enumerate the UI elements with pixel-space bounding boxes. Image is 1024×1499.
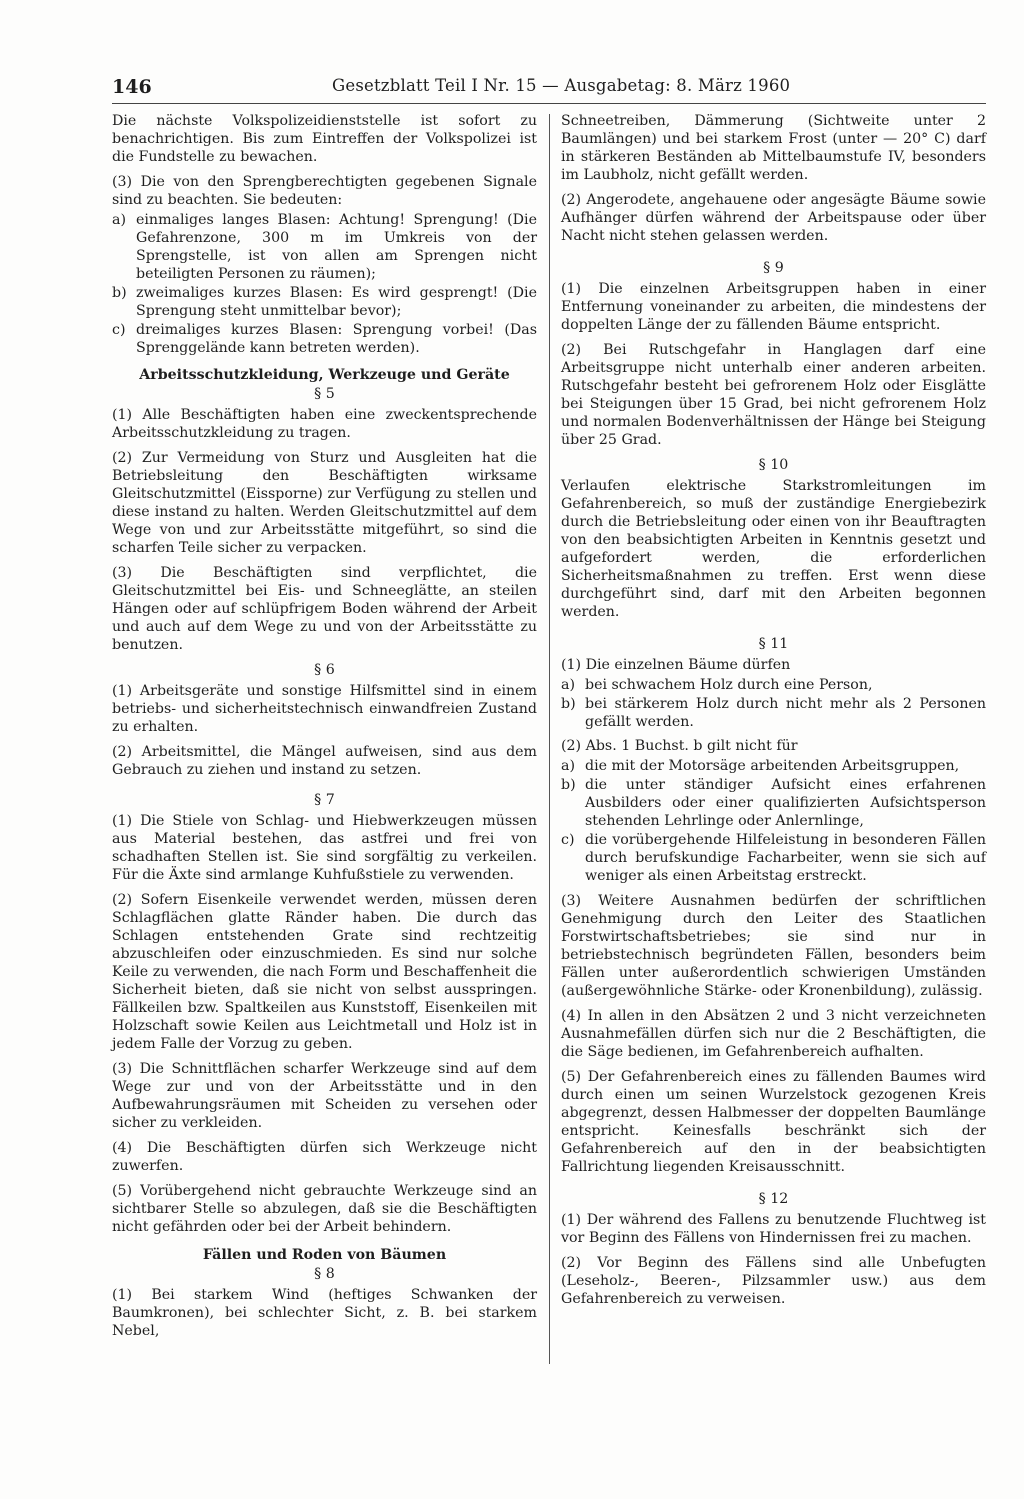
paragraph: (2) Zur Vermeidung von Sturz und Ausgleiten hat die Betriebsleitung den Beschäftigten wirksame Gleitschutzmittel (Eissporne) zur Verfügung zu stellen und diese instand zu halten. Werden Gleitschutzmittel auf dem Wege von und zur Arbeitsstätte mitgeführt, so sind die scharfen Teile sicher zu verpacken. [112,450,537,556]
paragraph: (1) Die einzelnen Bäume dürfen [561,657,791,673]
list-label: b) [561,777,576,793]
list-label: a) [112,212,126,228]
column-divider [549,114,550,1364]
paragraph: (1) Der während des Fallens zu benutzende Fluchtweg ist vor Beginn des Fällens von Hindernissen frei zu machen. [561,1212,986,1246]
list-item [112,211,537,283]
paragraph: (1) Arbeitsgeräte und sonstige Hilfsmittel sind in einem betriebs- und sicherheitstechnisch einwandfreien Zustand zu erhalten. [112,683,537,735]
section-heading: Arbeitsschutzkleidung, Werkzeuge und Geräte [139,367,510,383]
list-item [561,776,986,830]
paragraph: (4) In allen in den Absätzen 2 und 3 nicht verzeichneten Ausnahmefällen dürfen sich nur die 2 Beschäftigten, die die Säge bedienen, im Gefahrenbereich aufhalten. [561,1008,986,1060]
list-label: b) [561,696,576,712]
list-text: die unter ständiger Aufsicht eines erfahrenen Ausbilders oder einer qualifizierten Aufsichtsperson stehenden Lehrlinge oder Anlernlinge, [585,777,986,829]
page-number: 146 [112,76,152,98]
paragraph: (2) Sofern Eisenkeile verwendet werden, müssen deren Schlagflächen glatte Ränder haben. Die durch das Schlagen entstehenden Grate sind rechtzeitig abzuschleifen oder einzuschmieden. Es sind nur solche Keile zu verwenden, die nach Form und Beschaffenheit die Sicherheit bieten, daß sie nicht von selbst ausspringen. Fällkeilen bzw. Spaltkeilen aus Kunststoff, Eisenkeilen mit Holzschaft sowie Keilen aus Leichtmetall und Holz ist in jedem Falle der Vorzug zu geben. [112,892,537,1052]
list-item [561,757,986,775]
list-item [112,284,537,320]
left-column [112,112,537,1347]
list-item [112,321,537,357]
list-label: a) [561,677,575,693]
list-text: bei stärkerem Holz durch nicht mehr als 2 Personen gefällt werden. [585,696,986,730]
section-heading: Fällen und Roden von Bäumen [202,1247,447,1263]
paragraph: (4) Die Beschäftigten dürfen sich Werkzeuge nicht zuwerfen. [112,1140,537,1174]
list-label: c) [112,322,126,338]
paragraph-number: § 7 [314,792,335,808]
paragraph: (2) Bei Rutschgefahr in Hanglagen darf eine Arbeitsgruppe nicht unterhalb einer anderen arbeiten. Rutschgefahr besteht bei gefrorenem Holz oder Eisglätte bei Steigungen über 15 Grad, bei nicht gefrorenem Holz und normalen Bodenverhältnissen der Hänge bei Steigung über 25 Grad. [561,342,986,448]
list-text: bei schwachem Holz durch eine Person, [585,677,873,693]
right-column [561,112,986,1315]
paragraph: (2) Arbeitsmittel, die Mängel aufweisen, sind aus dem Gebrauch zu ziehen und instand zu setzen. [112,744,537,778]
paragraph: (1) Bei starkem Wind (heftiges Schwanken der Baumkronen), bei schlechter Sicht, z. B. bei starkem Nebel, [112,1287,537,1339]
list-label: c) [561,832,575,848]
paragraph: (2) Abs. 1 Buchst. b gilt nicht für [561,738,798,754]
paragraph-number: § 9 [763,260,784,276]
paragraph-number: § 11 [758,636,789,652]
list-text: dreimaliges kurzes Blasen: Sprengung vorbei! (Das Sprenggelände kann betreten werden). [136,322,537,356]
paragraph-number: § 12 [758,1191,789,1207]
paragraph-number: § 6 [314,662,335,678]
paragraph: (3) Weitere Ausnahmen bedürfen der schriftlichen Genehmigung durch den Leiter des Staatlichen Forstwirtschaftsbetriebes; sie sind nur in betriebstechnisch begründeten Fällen, besonders beim Fällen unter außerordentlich schwierigen Umständen (außergewöhnliche Stärke- oder Kronenbildung), zulässig. [561,893,986,999]
paragraph: (3) Die von den Sprengberechtigten gegebenen Signale sind zu beachten. Sie bedeuten: [112,174,537,208]
list-item [561,831,986,885]
list-label: a) [561,758,575,774]
paragraph: (3) Die Schnittflächen scharfer Werkzeuge sind auf dem Wege zur und von der Arbeitsstätte und in den Aufbewahrungsräumen mit Scheiden zu versehen oder sicher zu verkleiden. [112,1061,537,1131]
list-label: b) [112,285,127,301]
header-rule [112,103,986,104]
running-title: Gesetzblatt Teil I Nr. 15 — Ausgabetag: 8. März 1960 [332,76,791,95]
paragraph: (1) Alle Beschäftigten haben eine zweckentsprechende Arbeitsschutzkleidung zu tragen. [112,407,537,441]
paragraph-number: § 5 [314,386,335,402]
paragraph: Die nächste Volkspolizeidienststelle ist sofort zu benachrichtigen. Bis zum Eintreffen der Volkspolizei ist die Fundstelle zu bewachen. [112,113,537,165]
paragraph: (5) Der Gefahrenbereich eines zu fällenden Baumes wird durch einen um seinen Wurzelstock gezogenen Kreis abgegrenzt, dessen Halbmesser der doppelten Baumlänge entspricht. Keinesfalls beschränkt sich der Gefahrenbereich auf den in der beabsichtigten Fallrichtung liegenden Kreisausschnitt. [561,1069,986,1175]
page-header [112,76,986,106]
list-item [561,695,986,731]
list-text: einmaliges langes Blasen: Achtung! Sprengung! (Die Gefahrenzone, 300 m im Umkreis von der Sprengstelle, ist von allen am Sprengen nicht beteiligten Personen zu räumen); [136,212,537,282]
list-text: die mit der Motorsäge arbeitenden Arbeitsgruppen, [585,758,960,774]
paragraph-number: § 10 [758,457,789,473]
paragraph: (3) Die Beschäftigten sind verpflichtet, die Gleitschutzmittel bei Eis- und Schneeglätte, an steilen Hängen oder auf schlüpfrigem Boden während der Arbeit und auch auf dem Wege zu und von der Arbeitsstätte zu benutzen. [112,565,537,653]
paragraph-number: § 8 [314,1266,335,1282]
paragraph: (2) Vor Beginn des Fällens sind alle Unbefugten (Leseholz-, Beeren-, Pilzsammler usw.) aus dem Gefahrenbereich zu verweisen. [561,1255,986,1307]
paragraph: (5) Vorübergehend nicht gebrauchte Werkzeuge sind an sichtbarer Stelle so abzulegen, daß sie die Beschäftigten nicht gefährden oder bei der Arbeit behindern. [112,1183,537,1235]
list-text: die vorübergehende Hilfeleistung in besonderen Fällen durch berufskundige Facharbeiter, wenn sie sich auf weniger als einen Arbeitstag erstreckt. [585,832,986,884]
list-text: zweimaliges kurzes Blasen: Es wird gesprengt! (Die Sprengung steht unmittelbar bevor); [136,285,537,319]
paragraph: (1) Die einzelnen Arbeitsgruppen haben in einer Entfernung voneinander zu arbeiten, die mindestens der doppelten Länge der zu fällenden Bäume entspricht. [561,281,986,333]
paragraph: (1) Die Stiele von Schlag- und Hiebwerkzeugen müssen aus Material bestehen, das astfrei und frei von schadhaften Stellen ist. Sie sind sorgfältig zu verkeilen. Für die Äxte sind armlange Kuhfußstiele zu verwenden. [112,813,537,883]
paragraph: Verlaufen elektrische Starkstromleitungen im Gefahrenbereich, so muß der zuständige Energiebezirk durch die Betriebsleitung oder einen von ihr Beauftragten von den beabsichtigten Arbeiten in Kenntnis gesetzt und aufgefordert werden, die erforderlichen Sicherheitsmaßnahmen zu treffen. Erst wenn diese durchgeführt sind, darf mit den Arbeiten begonnen werden. [561,478,986,620]
paragraph: Schneetreiben, Dämmerung (Sichtweite unter 2 Baumlängen) und bei starkem Frost (unter — 20° C) darf in stärkeren Beständen ab Mittelbaumstufe IV, besonders im Laubholz, nicht gefällt werden. [561,113,986,183]
paragraph: (2) Angerodete, angehauene oder angesägte Bäume sowie Aufhänger dürfen während der Arbeitspause oder über Nacht nicht stehen gelassen werden. [561,192,986,244]
list-item [561,676,986,694]
